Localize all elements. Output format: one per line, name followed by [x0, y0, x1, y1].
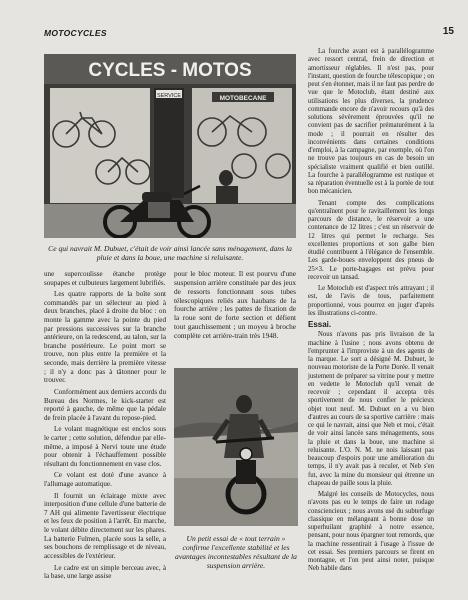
bottom-photo-caption: Un petit essai de « tout terrain » confirme l'excellente stabilité et les avantages incontestables résultant de la suspension arrière.	[175, 534, 297, 570]
col1-para: Le cadre est un simple berceau avec, à la base, une large assise	[44, 563, 166, 581]
col1-para: Ce volant est doté d'une avance à l'allumage automatique.	[44, 471, 166, 489]
col3-para: Nous n'avons pas pris livraison de la machine à l'usine ; nous avons obtenu de l'emprunter à l'improviste à un des agents de la marque. Le sort a désigné M. Dubuet, le nouveau motoriste de la Porte Dorée. Il venait justement de préparer sa vitrine pour y mettre en vedette le Motoclub qu'il venait de recevoir ; cependant il accepta très sportivement de nous confier le précieux objet tout neuf. M. Dubuet en a vu bien d'autres au cours de sa sportive carrière : mais ce qui le navrait, ainsi que Neb et moi, c'était de voir ainsi lancée sans ménagements, sous la pluie et dans la boue, une machine si reluisante. L'O. N. M. ne nois laissant pas beaucoup d'espoirs pour une amélioration du temps, il n'y avait pas à reculer, et Neb s'en fut, avec la mine du monsieur qui étrenne un chapeau de paille sous la pluie.	[308, 331, 434, 487]
col2-para: pour le bloc moteur. Il est pourvu d'une suspension arrière constituée par des jeux de ressorts fonctionnant sous tubes télescopiques reliés aux haubans de la fourche arrière ; les pattes de fixation de la roue sont de forte section et défient tout gauchissement ; un moyeu à broche complète cet arrière-train très 1948.	[174, 269, 296, 340]
col3-para: La fourche avant est à parallélogramme avec ressort central, frein de direction et amortisseur réglables. Il n'est pas, pour l'instant, question de fourche télescopique ; on peut s'en étonner, mais il ne faut pas perdre de vue que le Motoclub, étant destiné aux utilisations les plus diverses, la prudence commande encore de n'avoir recours qu'à des solutions sévèrement éprouvées qu'il ne convient pas de sacrifier prématurément à la mode ; il pourrait en résulter des inconvénients dans certaines conditions d'emploi, à la campagne, par exemple, où l'on ne trouve pas toujours en cas de besoin un spécialiste vraiment qualifié et bien outillé. La fourche à parallélogramme est rustique et sa réparation éventuelle est à la portée de tout bon mécanicien.	[308, 48, 434, 196]
sign-motobecane: MOTOBECANE	[219, 95, 267, 102]
column-1	[44, 270, 166, 584]
running-header: MOTOCYCLES	[44, 28, 107, 38]
column-2	[174, 270, 296, 344]
col1-para: Le volant magnétique est enclos sous le carter ; cette solution, défendue par elle-même, a imposé à Nervi toute une étude pour obtenir à l'échauffement possible résultant du fonctionnement en vase clos.	[44, 425, 166, 468]
section-heading-essai: Essai.	[308, 320, 332, 329]
col3-para: Le Motoclub est d'aspect très attrayant ; il est, de l'avis de tous, parfaitement proportionné, vous pourrez en juger d'après les illustrations ci-contre.	[308, 285, 434, 317]
col1-para: une supercoulisse étanche protège soupapes et culbuteurs largement lubrifiés.	[44, 270, 166, 287]
col1-para: Il fournit un éclairage mixte avec interposition d'une cellule d'une batterie de 7 AH qui alimente l'avertisseur électrique et les feux de position à l'arrêt. En marche, le volant débite directement sur les phares. La batterie Fulmen, placée sous la selle, a ses bouchons de remplissage et de niveau, accessibles de l'extérieur.	[44, 491, 166, 560]
col3-para: Tenant compte des complications qu'entraînent pour le ravitaillement les longs parcours de distance, le réservoir a une contenance de 12 litres ; c'est un réservoir de 12 litres qui permet le recharge. Ses excellentes proportions et son galbe bien étudié contribuent à l'élégance de l'ensemble. Les garde-boues enveloppent des pneus de 25×3. Le porte-bagages est prévu pour recevoir un tansad.	[308, 199, 434, 281]
top-photo-caption: Ce qui navrait M. Dubuet, c'était de voir ainsi lancée sans ménagement, dans la pluie et dans la boue, une machine si reluisante.	[48, 244, 292, 262]
col1-para: Conformément aux derniers accords du Bureau des Normes, le kick-starter est reporté à gauche, de même que la pédale de frein placée à l'avant du repose-pied.	[44, 387, 166, 422]
storefront-photo	[44, 54, 296, 238]
page-number: 15	[442, 26, 454, 37]
sign-cycles-motos: CYCLES - MOTOS	[88, 60, 252, 81]
rider-photo	[174, 368, 298, 526]
column-3	[308, 48, 434, 577]
sign-service: SERVICE	[156, 93, 182, 99]
col3-para: Malgré les conseils de Motocycles, nous n'avons pas eu le temps de faire un rodage consciencieux ; nous avons usé du subterfuge classique en mélangeant à bonne dose un superhuilant graphité à notre essence, pensant, pour nous épargner tout remords, que la machine ressentirait à l'usage à l'issue de cet essai. Ses premiers parcours se firent en montagne, et l'on peut ainsi noter, puisque Neb habile dans	[308, 491, 434, 573]
col1-para: Les quatre rapports de la boîte sont commandés par un sélecteur au pied à deux branches, placé à droite du bloc : on monte la gamme avec la pointe du pied par pressions successives sur la branche antérieure, on la redescend, au talon, sur la branche postérieure. Le point mort se trouve, non plus entre la première et la seconde, mais derrière la première vitesse ; il n'y a donc pas à tâtonner pour le trouver.	[44, 290, 166, 385]
